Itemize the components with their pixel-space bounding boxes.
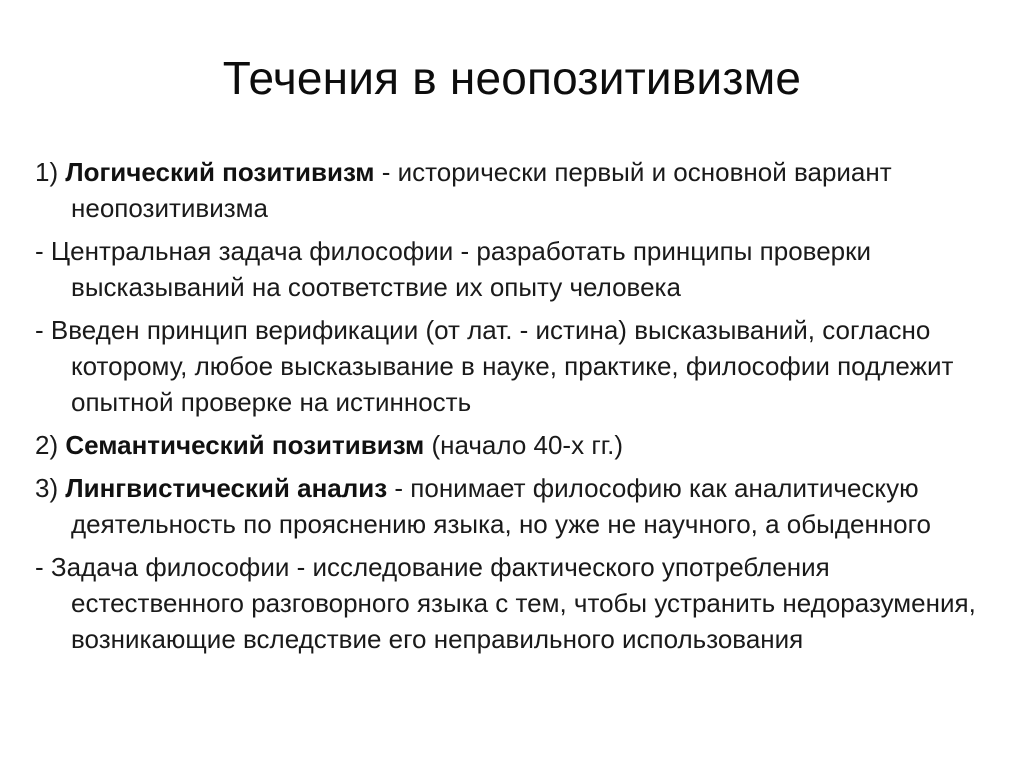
item-marker: -	[35, 552, 51, 582]
item-text: - исторически первый и основной вариант неопозитивизма	[71, 157, 892, 223]
item-marker: 2)	[35, 430, 66, 460]
item-marker: 3)	[35, 473, 66, 503]
item-marker: -	[35, 315, 51, 345]
item-marker: -	[35, 236, 51, 266]
list-item-philosophy-task	[35, 549, 1000, 657]
list-item-logical-positivism	[35, 154, 1000, 226]
list-item-semantic-positivism	[35, 427, 1000, 463]
item-text: Введен принцип верификации (от лат. - истина) высказываний, согласно которому, любое высказывание в науке, практике, философии подлежит опытной проверке на истинность	[50, 315, 954, 417]
item-term: Логический позитивизм	[65, 157, 375, 187]
item-text: Центральная задача философии - разработать принципы проверки высказываний на соответствие их опыту человека	[50, 236, 872, 302]
list-item-linguistic-analysis	[35, 470, 1000, 542]
list-item-central-task	[35, 233, 1000, 305]
item-marker: 1)	[35, 157, 66, 187]
slide-content	[35, 154, 1000, 664]
item-text: Задача философии - исследование фактического употребления естественного разговорного языка с тем, чтобы устранить недоразумения, возникающие вследствие его неправильного использования	[50, 552, 976, 654]
item-term: Семантический позитивизм	[65, 430, 425, 460]
item-text: - понимает философию как аналитическую деятельность по прояснению языка, но уже не научного, а обыденного	[71, 473, 932, 539]
slide-title: Течения в неопозитивизме	[222, 52, 802, 104]
item-term: Лингвистический анализ	[65, 473, 388, 503]
list-item-verification-principle	[35, 312, 1000, 420]
item-text: (начало 40-х гг.)	[424, 430, 623, 460]
